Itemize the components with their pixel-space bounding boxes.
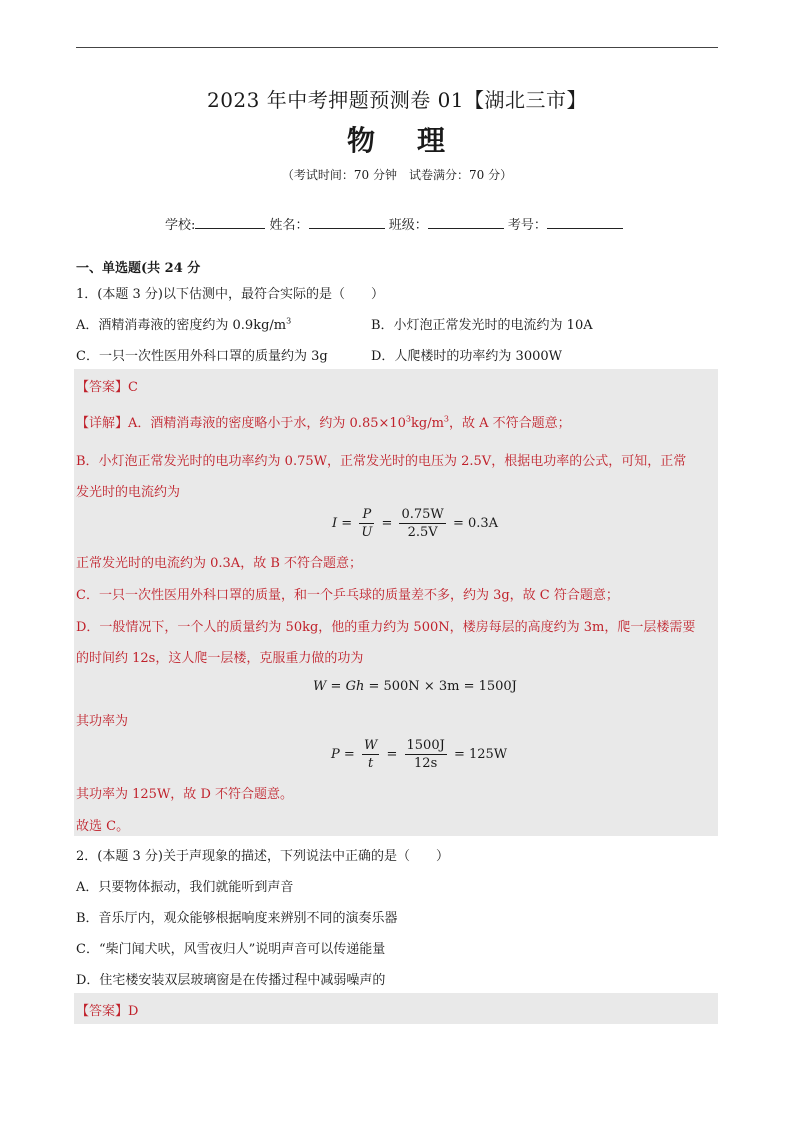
q1-detail-a [76,412,571,431]
f1-num1: P [359,506,374,524]
f2-rest: = 500N × 3m = 1500J [368,679,517,694]
q1-detail-a-mid: kg/m [411,416,444,431]
f1-lhs: I [332,516,338,531]
q1-detail-a-sup1: 3 [405,414,412,424]
number-label: 考号： [507,218,547,233]
q2-option-b: B．音乐厅内，观众能够根据响度来辨别不同的演奏乐器 [76,911,398,926]
f1-den1: U [361,525,373,540]
f1-num2: 0.75W [401,507,444,522]
f3-lhs: P [331,747,340,762]
q1-option-a [76,314,291,333]
formula-power [331,737,507,772]
q1-detail-d-1: D．一般情况下，一个人的质量约为 50kg，他的重力约为 500N，楼房每层的高度约为 3m，爬一层楼需要 [76,620,696,635]
q1-detail-b-3: 正常发光时的电流约为 0.3A，故 B 不符合题意； [76,556,363,571]
q2-answer: 【答案】D [76,1004,139,1019]
q1-option-a-text: A．酒精消毒液的密度约为 0.9kg/m [76,318,287,333]
formula-current [332,506,498,541]
q1-option-c: C．一只一次性医用外科口罩的质量约为 3g [76,349,328,364]
q1-option-b: B．小灯泡正常发光时的电流约为 10A [371,318,593,333]
f3-eq2: = [386,747,398,762]
f3-frac1 [362,737,379,772]
f2-w: W [313,679,327,694]
q2-option-d: D．住宅楼安装双层玻璃窗是在传播过程中减弱噪声的 [76,973,386,988]
f3-num2: 1500J [406,738,445,753]
q1-option-d: D．人爬楼时的功率约为 3000W [371,349,563,364]
q2-stem: 2．(本题 3 分)关于声现象的描述，下列说法中正确的是（ ） [76,849,449,864]
f3-den1: t [368,756,374,771]
f1-frac2 [399,506,445,541]
header-rule [76,47,718,48]
name-label: 姓名： [269,218,309,233]
f2-gh: Gh [345,679,365,694]
subject-char-2: 理 [417,124,448,157]
class-blank[interactable] [428,216,504,229]
name-blank[interactable] [309,216,385,229]
q1-detail-d-2: 的时间约 12s，这人爬一层楼，克服重力做的功为 [76,651,364,666]
q1-detail-b-2: 发光时的电流约为 [76,485,181,500]
school-blank[interactable] [195,216,265,229]
section-title: 一、单选题(共 24 分 [76,261,201,276]
q1-detail-label: 【详解】 [76,416,129,431]
q2-option-a: A．只要物体振动，我们就能听到声音 [76,880,294,895]
student-info-line [165,214,623,233]
f1-den2: 2.5V [407,525,438,540]
f1-eq1: = [341,516,353,531]
exam-time-info: （考试时间：70 分钟 试卷满分：70 分） [281,168,513,182]
f1-frac1 [359,506,374,541]
subject-title [0,119,794,159]
q1-detail-d-4: 其功率为 125W，故 D 不符合题意。 [76,787,293,802]
q1-detail-b-1: B．小灯泡正常发光时的电功率约为 0.75W，正常发光时的电压为 2.5V，根据电功率的公式，可知，正常 [76,454,687,469]
subject-char-1: 物 [346,124,377,157]
f1-eq2: = [381,516,393,531]
q1-detail-a-post: ，故 A 不符合题意； [449,416,571,431]
number-blank[interactable] [547,216,623,229]
f3-frac2 [405,737,447,772]
q1-answer: 【答案】C [76,380,138,395]
q2-solution-box [74,993,718,1024]
f1-result: = 0.3A [452,516,499,531]
school-label: 学校: [165,218,196,233]
exam-title: 2023 年中考押题预测卷 01【湖北三市】 [206,88,588,112]
q1-detail-c: C．一只一次性医用外科口罩的质量，和一个乒乓球的质量差不多，约为 3g，故 C 符合题意； [76,588,619,603]
q2-option-c: C．“柴门闻犬吠，风雪夜归人”说明声音可以传递能量 [76,942,386,957]
f2-eq: = [330,679,342,694]
formula-work [313,679,517,694]
q1-detail-a-pre: A．酒精消毒液的密度略小于水，约为 0.85×10 [128,416,406,431]
f3-eq1: = [343,747,355,762]
class-label: 班级： [388,218,428,233]
f3-den2: 12s [414,756,438,771]
q1-option-a-sup: 3 [286,316,292,326]
q1-detail-d-3: 其功率为 [76,714,129,729]
f3-num1: W [363,738,378,753]
q1-detail-a-sup2: 3 [443,414,450,424]
f3-result: = 125W [453,747,508,762]
q1-stem: 1．(本题 3 分)以下估测中，最符合实际的是（ ） [76,287,384,302]
q1-conclusion: 故选 C。 [76,819,130,834]
